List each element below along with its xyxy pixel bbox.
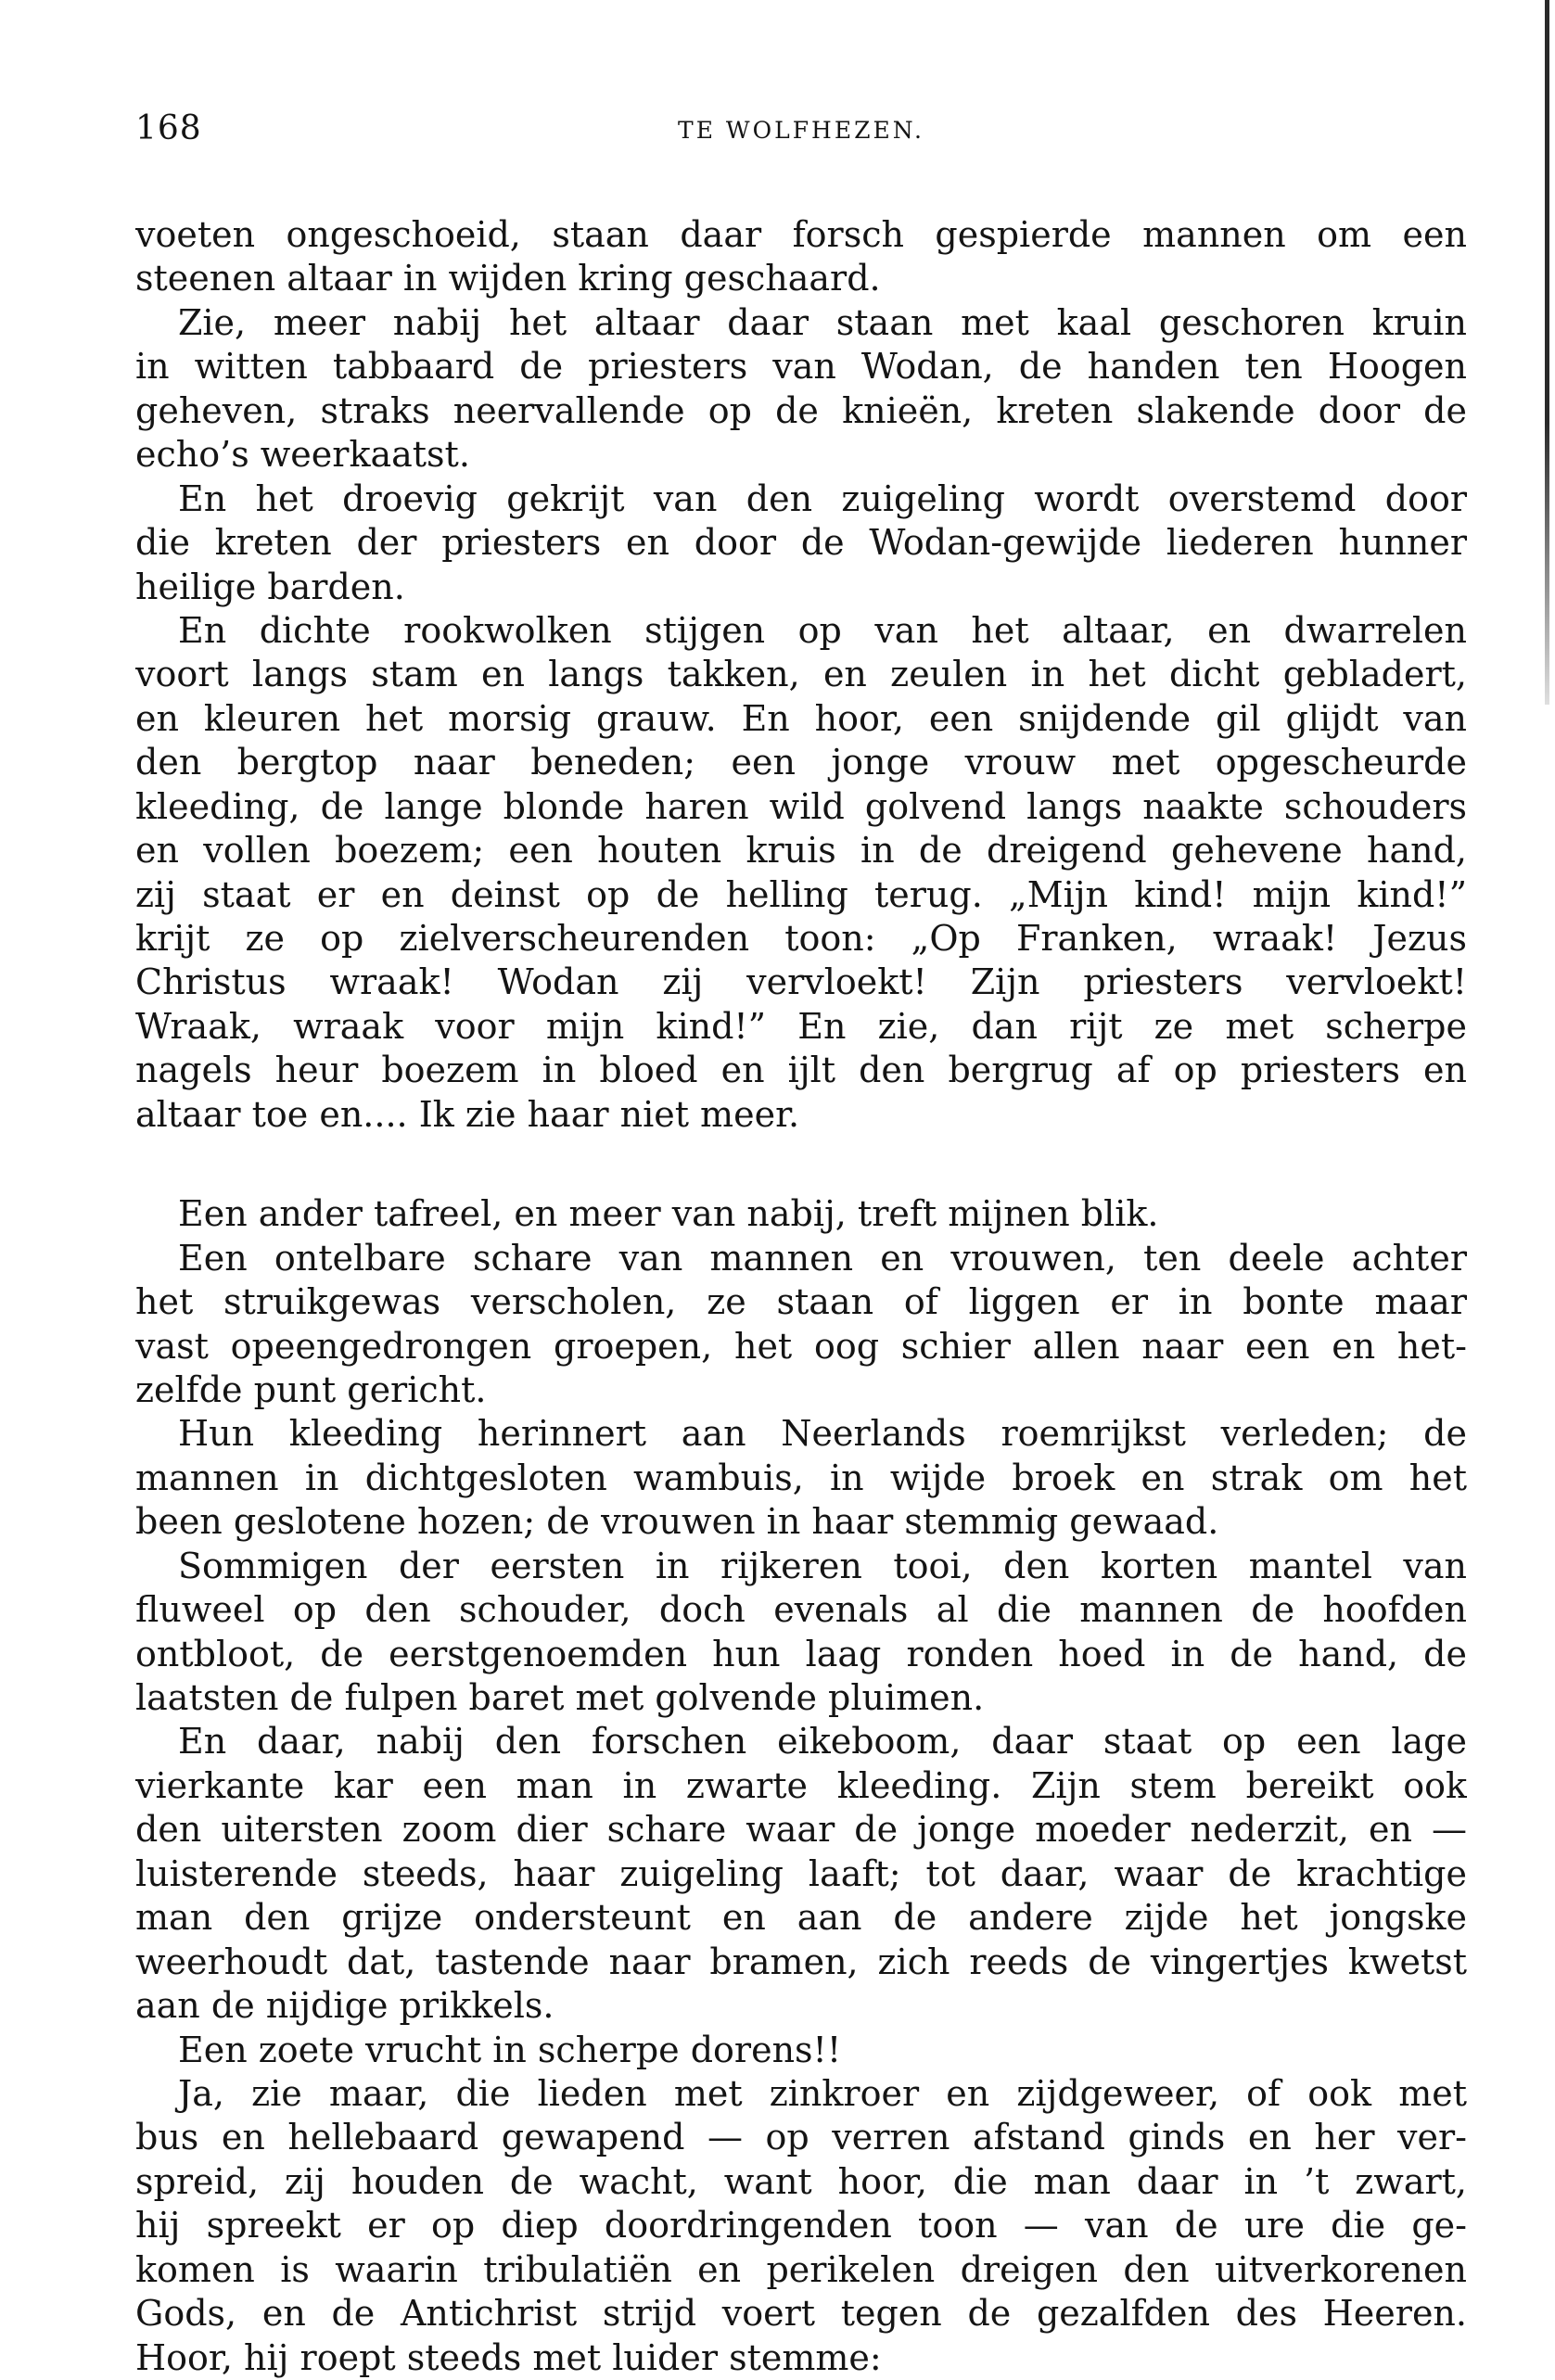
text-line: weerhoudt dat, tastende naar bramen, zich reeds de vingertjes kwetst [135,1941,1467,1982]
text-line: Zie, meer nabij het altaar daar staan met kaal geschoren kruin [178,301,1467,343]
text-line: voort langs stam en langs takken, en zeulen in het dicht gebladert, [135,654,1467,695]
body-text [135,213,1467,2380]
text-line: Ja, zie maar, die lieden met zinkroer en zijdgeweer, of ook met [178,2072,1467,2114]
text-line: Hun kleeding herinnert aan Neerlands roemrijkst verleden; de [178,1413,1467,1455]
text-line: den uitersten zoom dier schare waar de jonge moeder nederzit, en — [135,1809,1467,1851]
text-line: in witten tabbaard de priesters van Wodan, de handen ten Hoogen [135,346,1467,388]
paragraph [135,2029,1467,2072]
text-line: voeten ongeschoeid, staan daar forsch gespierde mannen om een [135,214,1467,255]
running-head: TE WOLFHEZEN. [678,117,924,144]
paragraph [135,1545,1467,1721]
text-line: mannen in dichtgesloten wambuis, in wijde broek en strak om het [135,1457,1467,1498]
text-line: den bergtop naar beneden; een jonge vrouw met opgescheurde [135,742,1467,783]
text-line: altaar toe en.... Ik zie haar niet meer. [135,1093,800,1135]
paragraph [135,1412,1467,1544]
text-line: Een zoete vrucht in scherpe dorens!! [178,2029,842,2070]
text-line: hij spreekt er op diep doordringenden toon — van de ure die ge- [135,2205,1467,2246]
paragraph [135,609,1467,1137]
text-line: en vollen boezem; een houten kruis in de dreigend gehevene hand, [135,830,1467,872]
text-line: het struikgewas verscholen, ze staan of liggen er in bonte maar [135,1281,1467,1323]
text-line: kleeding, de lange blonde haren wild golvend langs naakte schouders [135,785,1467,827]
text-line: vast opeengedrongen groepen, het oog schier allen naar een en het- [135,1325,1467,1367]
text-line: Christus wraak! Wodan zij vervloekt! Zijn priesters vervloekt! [135,961,1467,1003]
text-line: fluweel op den schouder, doch evenals al die mannen de hoofden [135,1589,1467,1631]
text-line: zij staat er en deinst op de helling terug. „Mijn kind! mijn kind!” [135,873,1467,915]
text-line: man den grijze ondersteunt en aan de andere zijde het jongske [135,1897,1467,1939]
page-header [135,109,1467,156]
text-line: geheven, straks neervallende op de knieën, kreten slakende door de [135,389,1467,431]
text-line: ontbloot, de eerstgenoemden hun laag ronden hoed in de hand, de [135,1633,1467,1674]
text-line: luisterende steeds, haar zuigeling laaft; tot daar, waar de krachtige [135,1852,1467,1894]
text-line: Hoor, hij roept steeds met luider stemme: [135,2336,882,2378]
text-line: Een ander tafreel, en meer van nabij, treft mijnen blik. [178,1193,1159,1235]
paragraph [135,301,1467,477]
text-line: En daar, nabij den forschen eikeboom, daar staat op een lage [178,1721,1467,1763]
text-line: nagels heur boezem in bloed en ijlt den bergrug af op priesters en [135,1050,1467,1091]
text-line: aan de nijdige prikkels. [135,1985,554,2027]
text-line: spreid, zij houden de wacht, want hoor, die man daar in ’t zwart, [135,2160,1467,2202]
text-line: vierkante kar een man in zwarte kleeding. Zijn stem bereikt ook [135,1764,1467,1806]
text-line: En het droevig gekrijt van den zuigeling wordt overstemd door [178,477,1467,519]
paragraph [135,1192,1467,1236]
text-line: komen is waarin tribulatiën en perikelen dreigen den uitverkorenen [135,2248,1467,2290]
text-line: Wraak, wraak voor mijn kind!” En zie, dan rijt ze met scherpe [135,1005,1467,1047]
text-line: echo’s weerkaatst. [135,434,470,476]
paragraph [135,1237,1467,1413]
text-line: krijt ze op zielverscheurenden toon: „Op Franken, wraak! Jezus [135,918,1467,959]
text-line: die kreten der priesters en door de Wodan-gewijde liederen hunner [135,522,1467,564]
paragraph [135,213,1467,301]
text-line: steenen altaar in wijden kring geschaard. [135,258,881,299]
text-line: Een ontelbare schare van mannen en vrouwen, ten deele achter [178,1237,1467,1279]
text-line: zelfde punt gericht. [135,1368,487,1410]
text-line: Sommigen der eersten in rijkeren tooi, den korten mantel van [178,1545,1467,1586]
text-line: laatsten de fulpen baret met golvende pluimen. [135,1677,985,1718]
text-line: heilige barden. [135,566,405,607]
text-line: bus en hellebaard gewapend — op verren afstand ginds en her ver- [135,2117,1467,2158]
paragraph-gap [135,1137,1467,1192]
paragraph [135,477,1467,609]
text-line: been geslotene hozen; de vrouwen in haar stemmig gewaad. [135,1501,1219,1543]
page-edge-shadow [1545,0,1549,705]
paragraph [135,2072,1467,2380]
paragraph [135,1720,1467,2028]
text-line: En dichte rookwolken stijgen op van het altaar, en dwarrelen [178,609,1467,651]
text-line: Gods, en de Antichrist strijd voert tegen de gezalfden des Heeren. [135,2293,1467,2335]
text-line: en kleuren het morsig grauw. En hoor, een snijdende gil glijdt van [135,697,1467,739]
page-number: 168 [135,109,202,147]
